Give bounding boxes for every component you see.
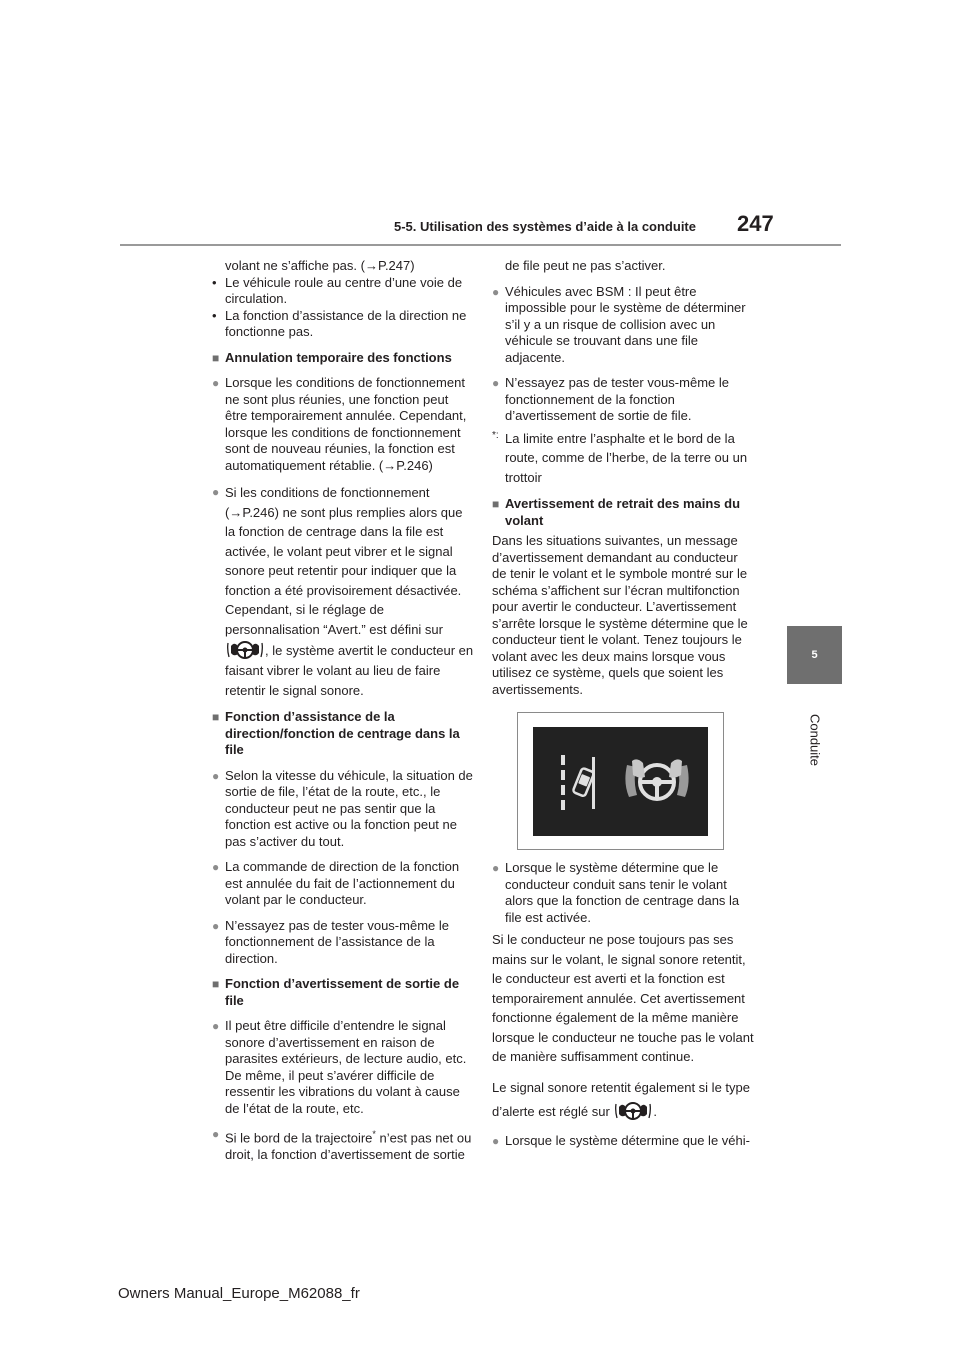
square-marker-icon: ■: [492, 497, 500, 511]
bullet-icon: ●: [212, 1019, 220, 1033]
paragraph: Si le conducteur ne pose toujours pas ses mains sur le volant, le signal sonore retentit, le conducteur est averti et la fonction est temporairement annulée. Cet avertissement fonctionne également de la même manière lorsque le conducteur ne touche pas le volant de manière suffisamment continue.: [492, 932, 754, 1064]
bullet-item: ● La commande de direction de la fonction est annulée du fait de l’actionnement du volant par le conducteur.: [212, 859, 460, 907]
bullet-item: ● Il peut être difficile d’entendre le signal sonore d’avertissement en raison de parasites extérieurs, de lecture audio, etc. De même, il peut s’avérer difficile de ressentir les vibrations du volant à cause de l’état de la route, etc.: [212, 1018, 467, 1116]
bullet-item: ● N’essayez pas de tester vous-même le fonctionnement de l’assistance de la direction.: [212, 917, 449, 966]
dash-item: • Le véhicule roule au centre d’une voie de circulation.: [212, 274, 463, 306]
chapter-title: Conduite: [807, 713, 823, 767]
steering-wheel-hands-icon: [227, 639, 263, 661]
bullet-icon: ●: [212, 860, 220, 874]
dash-item: • La fonction d’assistance de la direction ne fonctionne pas.: [212, 307, 467, 339]
column-right: [492, 258, 754, 1158]
bullet-item: ● Lorsque le système détermine que le conducteur conduit sans tenir le volant alors que la fonction de centrage dans la file est activée.: [492, 860, 740, 925]
column-left: [212, 258, 474, 1172]
bullet-icon: ●: [492, 376, 500, 390]
section-heading: ■ Annulation temporaire des fonctions: [212, 349, 452, 365]
paragraph-continuation: de file peut ne pas s’activer.: [505, 258, 666, 273]
bullet-icon: ●: [492, 284, 500, 299]
paragraph-continuation: volant ne s’affiche pas. (→P.247): [225, 258, 415, 273]
square-marker-icon: ■: [212, 977, 220, 991]
bullet-icon: ●: [492, 1133, 500, 1148]
section-heading: ■ Fonction d’avertissement de sortie de file: [212, 976, 460, 1008]
steering-wheel-hands-icon: [625, 759, 688, 799]
steering-wheel-hands-icon: [615, 1100, 651, 1122]
paragraph: Dans les situations suivantes, un message d’avertissement demandant au conducteur de tenir le volant et le symbole montré sur le schéma s’affichent sur l’écran multifonction pour avertir le conducteur. L’avertissement s’arrête lorsque le système détermine que le conducteur tient le volant. Tenez toujours le volant avec les deux mains lorsque vous utilisez ce système, quels que soient les avertissements.: [492, 533, 748, 697]
section-heading: ■ Fonction d’assistance de la direction/fonction de centrage dans la file: [212, 709, 460, 757]
bullet-icon: ●: [212, 376, 220, 390]
square-marker-icon: ■: [212, 350, 220, 365]
multi-information-display: [533, 727, 708, 836]
square-marker-icon: ■: [212, 710, 220, 724]
footnote: *: La limite entre l’asphalte et le bord de la route, comme de l’herbe, de la terre ou un trottoir: [492, 429, 748, 485]
bullet-item: ● N’essayez pas de tester vous-même le fonctionnement de la fonction d’avertissement de sortie de file.: [492, 375, 729, 423]
header-rule: [120, 244, 841, 246]
bullet-icon: ●: [212, 485, 220, 499]
bullet-item: ● Véhicules avec BSM : Il peut être impossible pour le système de déterminer s’il y a un risque de collision avec un véhicule se trouvant dans une file adjacente.: [492, 283, 746, 365]
bullet-icon: ●: [212, 768, 220, 783]
footer-manual-id: Owners Manual_Europe_M62088_fr: [118, 1285, 360, 1302]
bullet-item: ● Si les conditions de fonctionnement (→P.246) ne sont plus remplies alors que la fonction de centrage dans la file est activée, le volant peut vibrer et le signal sonore peut retentir pour indiquer que la fonction a été provisoirement désactivée. Cependant, si le réglage de personnalisation “Avert.” est défini sur , le système avertit le conducteur en faisant vibrer le volant au lieu de faire retentir le signal sonore.: [212, 485, 474, 698]
paragraph: Le signal sonore retentit également si le type d’alerte est réglé sur .: [492, 1076, 754, 1124]
bullet-item: ● Si le bord de la trajectoire* n’est pas net ou droit, la fonction d’avertissement de sortie: [212, 1127, 472, 1162]
section-heading: ■ Avertissement de retrait des mains du volant: [492, 496, 741, 528]
bullet-item: ● Lorsque les conditions de fonctionnement ne sont plus réunies, une fonction peut être temporairement annulée. Cependant, lorsque les conditions de fonctionnement sont de nouveau réunies, la fonction est automatiquement rétablie. (→P.246): [212, 375, 467, 473]
page-number: 247: [737, 211, 774, 236]
bullet-icon: ●: [212, 918, 220, 933]
bullet-icon: ●: [492, 861, 500, 875]
figure-display: [517, 712, 724, 850]
bullet-item: ● Selon la vitesse du véhicule, la situation de sortie de file, l’état de la route, etc., le conducteur peut ne pas sentir que la fonction est active ou la fonction peut ne pas s’activer du tout.: [212, 767, 473, 849]
bullet-item: ● Lorsque le système détermine que le véhi-: [492, 1132, 750, 1148]
bullet-icon: ●: [212, 1127, 220, 1141]
chapter-tab[interactable]: 5: [787, 626, 842, 684]
section-title: 5-5. Utilisation des systèmes d’aide à la conduite: [394, 219, 696, 234]
lane-hands-off-icon: [533, 727, 708, 836]
